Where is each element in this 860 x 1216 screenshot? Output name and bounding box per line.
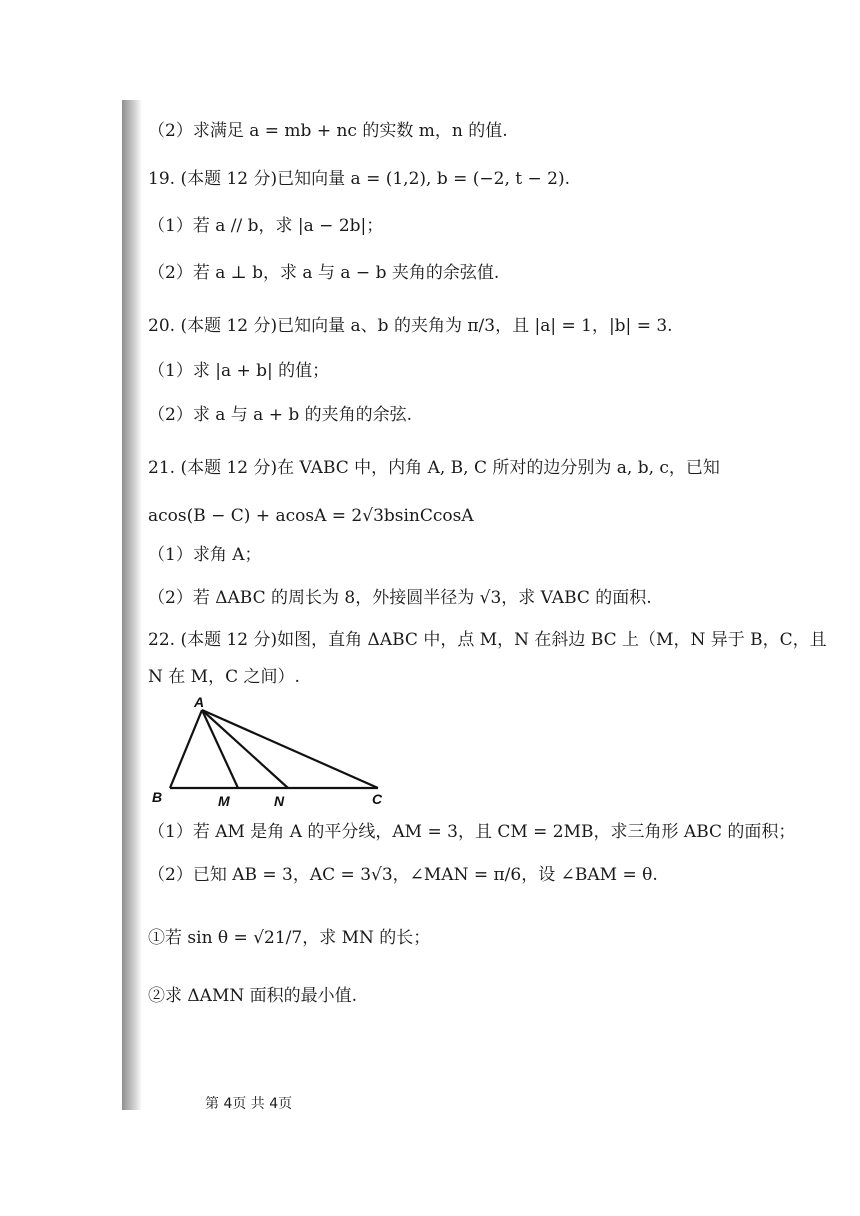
q22-sub2: ②求 ΔAMN 面积的最小值. [148, 986, 358, 1006]
q19-stem: 19. (本题 12 分)已知向量 a = (1,2), b = (−2, t − 2). [148, 169, 571, 189]
q21-stem: 21. (本题 12 分)在 VABC 中，内角 A, B, C 所对的边分别为 a, b, c，已知 [148, 458, 720, 478]
q21-part2: （2）若 ΔABC 的周长为 8，外接圆半径为 √3，求 VABC 的面积. [148, 588, 652, 608]
triangle-figure [148, 694, 398, 812]
q20-part2: （2）求 a 与 a + b 的夹角的余弦. [148, 405, 413, 425]
segment-AM [202, 710, 238, 788]
label-M: M [218, 793, 230, 809]
q22-sub1: ①若 sin θ = √21/7，求 MN 的长； [148, 928, 431, 948]
q20-part1: （1）求 |a + b| 的值； [148, 361, 330, 381]
q20-stem: 20. (本题 12 分)已知向量 a、b 的夹角为 π/3，且 |a| = 1，|b| = 3. [148, 316, 673, 336]
segment-AB [170, 710, 202, 788]
q21-equation: acos(B − C) + acosA = 2√3bsinCcosA [148, 506, 474, 526]
label-B: B [152, 789, 163, 805]
page-footer: 第 4页 共 4页 [205, 1096, 293, 1112]
q21-part1: （1）求角 A； [148, 545, 262, 565]
q19-part2: （2）若 a ⊥ b，求 a 与 a − b 夹角的余弦值. [148, 263, 500, 283]
q18-part2: （2）求满足 a = mb + nc 的实数 m，n 的值. [148, 121, 508, 141]
label-N: N [274, 793, 285, 809]
q22-part2: （2）已知 AB = 3，AC = 3√3，∠MAN = π/6，设 ∠BAM = θ. [148, 865, 658, 885]
q22-stem-line1: 22. (本题 12 分)如图，直角 ΔABC 中，点 M，N 在斜边 BC 上（M，N 异于 B，C，且 [148, 630, 827, 650]
segment-AN [202, 710, 288, 788]
scan-shadow-edge [122, 100, 142, 1110]
q22-stem-line2: N 在 M，C 之间）. [148, 667, 300, 687]
q19-part1: （1）若 a // b，求 |a − 2b|； [148, 216, 384, 236]
segment-AC [202, 710, 378, 788]
q22-part1: （1）若 AM 是角 A 的平分线，AM = 3，且 CM = 2MB，求三角形 ABC 的面积； [148, 822, 796, 842]
label-C: C [372, 791, 383, 807]
label-A: A [194, 694, 205, 710]
